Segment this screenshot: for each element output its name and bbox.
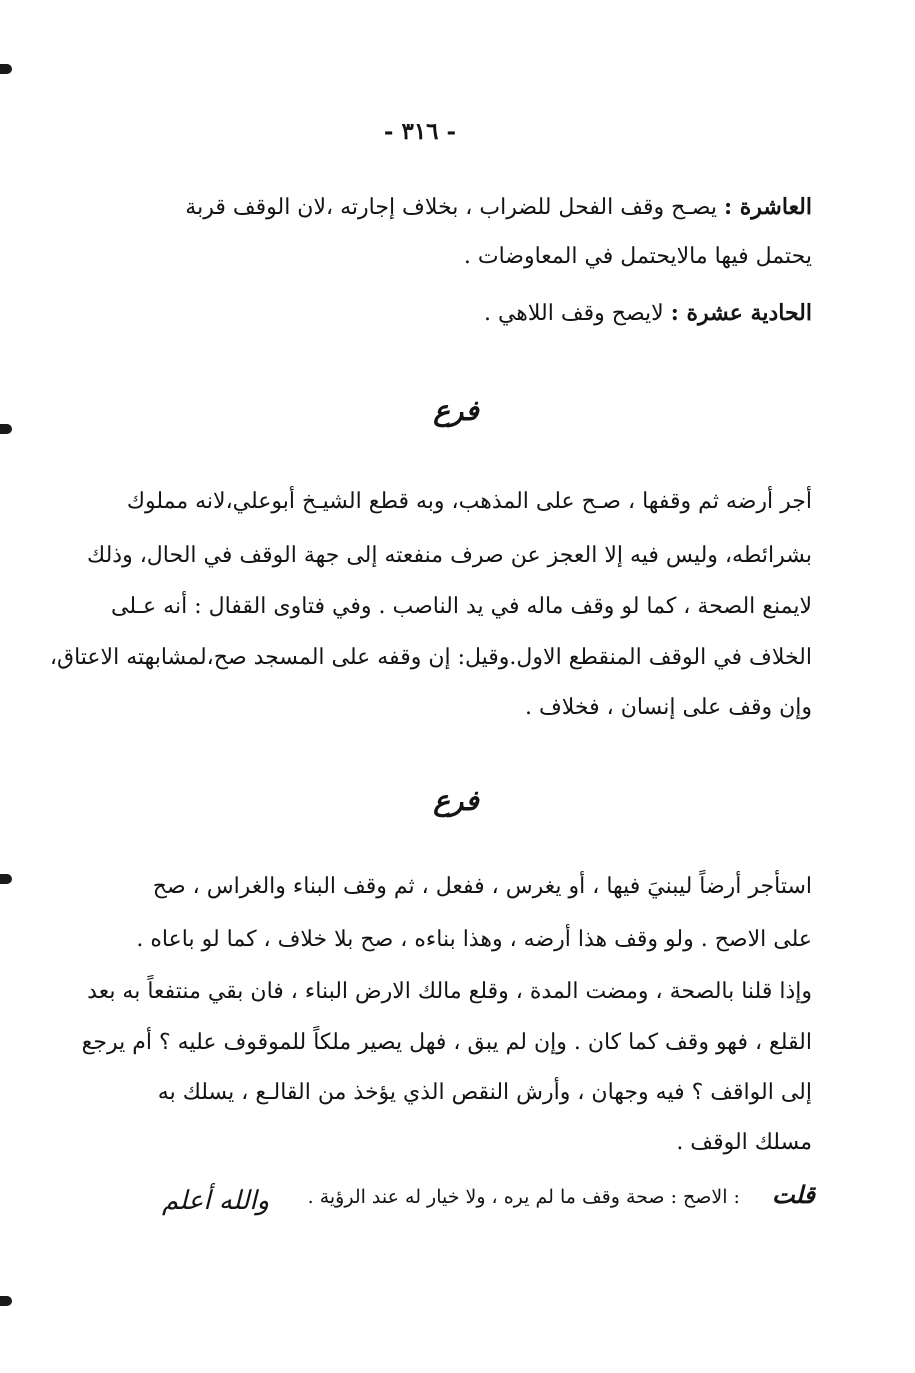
text-line: استأجر أرضاً ليبنيَ فيها ، أو يغرس ، ففعل ، ثم وقف البناء والغراس ، صح xyxy=(152,874,812,899)
text-line: أجر أرضه ثم وقفها ، صـح على المذهب، وبه قطع الشيـخ أبوعلي،لانه مملوك xyxy=(126,489,812,514)
section-heading: فرع xyxy=(433,394,479,427)
item-label: الحادية عشرة : xyxy=(670,300,812,326)
item-text: لايصح وقف اللاهي . xyxy=(483,301,664,326)
closing-formula: والله أعلم xyxy=(162,1186,270,1216)
text-line: الخلاف في الوقف المنقطع الاول.وقيل: إن وقفه على المسجد صح،لمشابهته الاعتاق، xyxy=(49,645,812,670)
text-line: وإن وقف على إنسان ، فخلاف . xyxy=(525,695,812,720)
intro-line xyxy=(185,192,812,223)
text-line: وإذا قلنا بالصحة ، ومضت المدة ، وقلع مالك الارض البناء ، فان بقي منتفعاً به بعد xyxy=(87,979,812,1004)
page-number: - ٣١٦ - xyxy=(383,118,457,145)
scan-edge-mark xyxy=(0,1296,12,1306)
final-note xyxy=(308,1180,815,1209)
intro-line xyxy=(484,298,812,329)
text-line: بشرائطه، وليس فيه إلا العجز عن صرف منفعته إلى جهة الوقف في الحال، وذلك xyxy=(87,543,812,568)
text-line: مسلك الوقف . xyxy=(676,1130,812,1155)
item-label: العاشرة : xyxy=(723,194,812,220)
text-line: إلى الواقف ؟ فيه وجهان ، وأرش النقص الذي يؤخذ من القالـع ، يسلك به xyxy=(157,1080,812,1105)
intro-line: يحتمل فيها مالايحتمل في المعاوضات . xyxy=(463,244,812,269)
scan-edge-mark xyxy=(0,874,12,884)
text-line: لايمنع الصحة ، كما لو وقف ماله في يد الناصب . وفي فتاوى القفال : أنه عـلى xyxy=(110,594,812,619)
text-line: القلع ، فهو وقف كما كان . وإن لم يبق ، فهل يصير ملكاً للموقوف عليه ؟ أم يرجع xyxy=(81,1030,812,1055)
note-text: : الاصح : صحة وقف ما لم يره ، ولا خيار له عند الرؤية . xyxy=(307,1186,740,1208)
text-line: على الاصح . ولو وقف هذا أرضه ، وهذا بناءه ، صح بلا خلاف ، كما لو باعاه . xyxy=(136,927,812,952)
section-heading: فرع xyxy=(433,784,479,817)
scan-edge-mark xyxy=(0,64,12,74)
note-label: قلت xyxy=(772,1180,815,1209)
item-text: يصـح وقف الفحل للضراب ، بخلاف إجارته ،لان الوقف قربة xyxy=(185,195,717,220)
